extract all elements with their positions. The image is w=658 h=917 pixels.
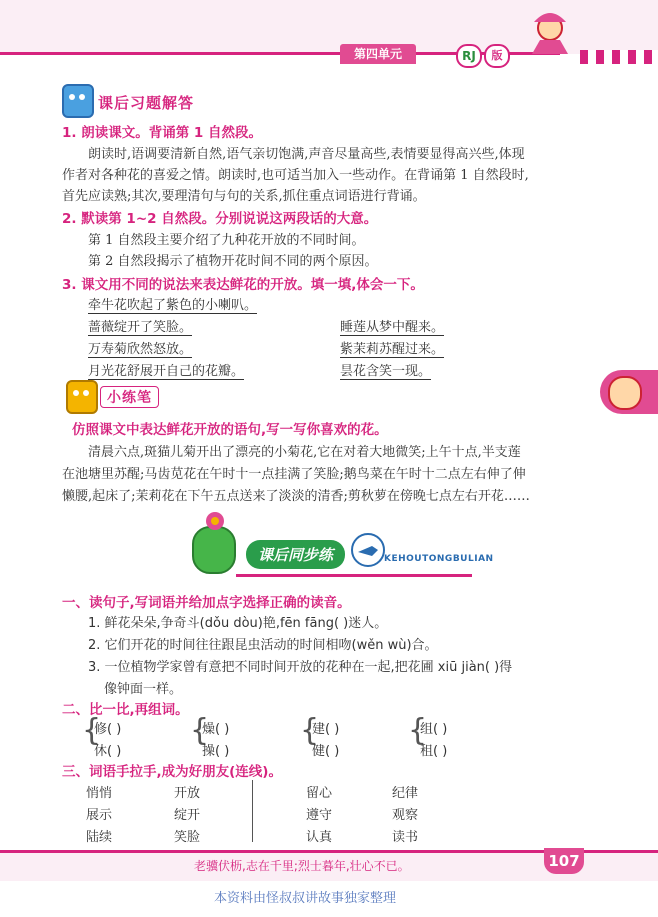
brace-icon: { bbox=[300, 713, 320, 748]
q3-right-item: 昙花含笑一现。 bbox=[340, 360, 431, 380]
ex3-word[interactable]: 悄悄 bbox=[86, 786, 113, 801]
q3-right-item: 睡莲从梦中醒来。 bbox=[340, 316, 444, 336]
ex3-word[interactable]: 开放 bbox=[174, 786, 201, 801]
practice-line: 懒腰,起床了;茉莉花在下午五点送来了淡淡的清香;剪秋萝在傍晚七点左右开花…… bbox=[62, 489, 530, 504]
q1-line: 首先应读熟;其次,要理清句与句的关系,抓住重点词语进行背诵。 bbox=[62, 189, 426, 204]
edition-badge: RJ bbox=[456, 44, 482, 68]
robot-mascot-icon bbox=[62, 84, 94, 118]
ex2-word: 燥( ) bbox=[202, 722, 230, 737]
q2-title: 2. 默读第 1~2 自然段。分别说说这两段话的大意。 bbox=[62, 211, 378, 227]
side-tab-face-icon bbox=[608, 376, 642, 410]
q3-left-item: 万寿菊欣然怒放。 bbox=[88, 338, 192, 358]
ex2-word: 操( ) bbox=[202, 744, 230, 759]
q1-line: 作者对各种花的喜爱之情。朗读时,也可适当加入一些动作。在背诵第 1 自然段时, bbox=[62, 168, 529, 183]
brace-icon: { bbox=[190, 713, 210, 748]
candy-icon bbox=[200, 510, 230, 532]
ex1-line: 1. 鲜花朵朵,争奇斗(dǒu dòu)艳,fēn fāng( )迷人。 bbox=[88, 616, 388, 631]
q2-line: 第 1 自然段主要介绍了九种花开放的不同时间。 bbox=[88, 233, 365, 248]
q1-title: 1. 朗读课文。背诵第 1 自然段。 bbox=[62, 125, 263, 141]
q3-title: 3. 课文用不同的说法来表达鲜花的开放。填一填,体会一下。 bbox=[62, 277, 424, 293]
ex2-word: 修( ) bbox=[94, 722, 122, 737]
ex3-word[interactable]: 留心 bbox=[306, 786, 333, 801]
q3-left-item: 蔷薇绽开了笑脸。 bbox=[88, 316, 192, 336]
ex3-word[interactable]: 纪律 bbox=[392, 786, 419, 801]
ex2-word: 组( ) bbox=[420, 722, 448, 737]
ex2-word: 健( ) bbox=[312, 744, 340, 759]
ex3-word[interactable]: 绽开 bbox=[174, 808, 201, 823]
ex3-word[interactable]: 读书 bbox=[392, 830, 419, 845]
footer-motto: 老骥伏枥,志在千里;烈士暮年,壮心不已。 bbox=[194, 859, 410, 873]
ex2-word: 租( ) bbox=[420, 744, 448, 759]
robot-mascot-icon bbox=[66, 380, 98, 414]
q3-right-item: 紫茉莉苏醒过来。 bbox=[340, 338, 444, 358]
sync-subtitle: KEHOUTONGBULIAN bbox=[384, 554, 494, 564]
brace-icon: { bbox=[82, 713, 102, 748]
fairy-illustration-icon bbox=[520, 8, 580, 56]
q3-example: 牵牛花吹起了紫色的小喇叭。 bbox=[88, 294, 257, 314]
edition-suffix: 版 bbox=[484, 44, 510, 68]
q3-left-item: 月光花舒展开自己的花瓣。 bbox=[88, 360, 244, 380]
ex3-word[interactable]: 笑脸 bbox=[174, 830, 201, 845]
practice-line: 在池塘里苏醒;马齿苋花在午时十一点挂满了笑脸;鹅鸟菜在午时十二点左右伸了伸 bbox=[62, 467, 526, 482]
monster-mascot-icon bbox=[192, 526, 236, 574]
ex3-word[interactable]: 认真 bbox=[306, 830, 333, 845]
pointing-hand-icon bbox=[350, 532, 386, 568]
ex1-line: 像钟面一样。 bbox=[104, 682, 183, 697]
ex3-word[interactable]: 遵守 bbox=[306, 808, 333, 823]
ex1-line: 3. 一位植物学家曾有意把不同时间开放的花种在一起,把花圃 xiū jiàn( )得 bbox=[88, 660, 513, 675]
ex2-word: 建( ) bbox=[312, 722, 340, 737]
ex3-word[interactable]: 展示 bbox=[86, 808, 113, 823]
unit-label: 第四单元 bbox=[340, 44, 416, 64]
section-title-practice: 小练笔 bbox=[100, 386, 159, 408]
ex3-word[interactable]: 陆续 bbox=[86, 830, 113, 845]
page-number: 107 bbox=[544, 848, 584, 874]
source-note: 本资料由怪叔叔讲故事独家整理 bbox=[214, 891, 397, 906]
brace-icon: { bbox=[408, 713, 428, 748]
ex2-word: 休( ) bbox=[94, 744, 122, 759]
ex1-line: 2. 它们开花的时间往往跟昆虫活动的时间相吻(wěn wù)合。 bbox=[88, 638, 438, 653]
section-title-answers: 课后习题解答 bbox=[98, 94, 195, 112]
ex2-title: 二、比一比,再组词。 bbox=[62, 702, 189, 718]
section-title-sync: 课后同步练 bbox=[246, 540, 345, 569]
column-divider bbox=[252, 780, 253, 842]
q1-line: 朗读时,语调要清新自然,语气亲切饱满,声音尽量高些,表情要显得高兴些,体现 bbox=[88, 147, 525, 162]
checker-decoration bbox=[580, 50, 658, 64]
practice-title: 仿照课文中表达鲜花开放的语句,写一写你喜欢的花。 bbox=[72, 422, 388, 438]
ex3-word[interactable]: 观察 bbox=[392, 808, 419, 823]
ex3-title: 三、词语手拉手,成为好朋友(连线)。 bbox=[62, 764, 282, 780]
ex1-title: 一、读句子,写词语并给加点字选择正确的读音。 bbox=[62, 595, 351, 611]
practice-line: 清晨六点,斑猫儿菊开出了漂亮的小菊花,它在对着大地微笑;上午十点,半支莲 bbox=[88, 445, 521, 460]
q2-line: 第 2 自然段揭示了植物开花时间不同的两个原因。 bbox=[88, 254, 378, 269]
